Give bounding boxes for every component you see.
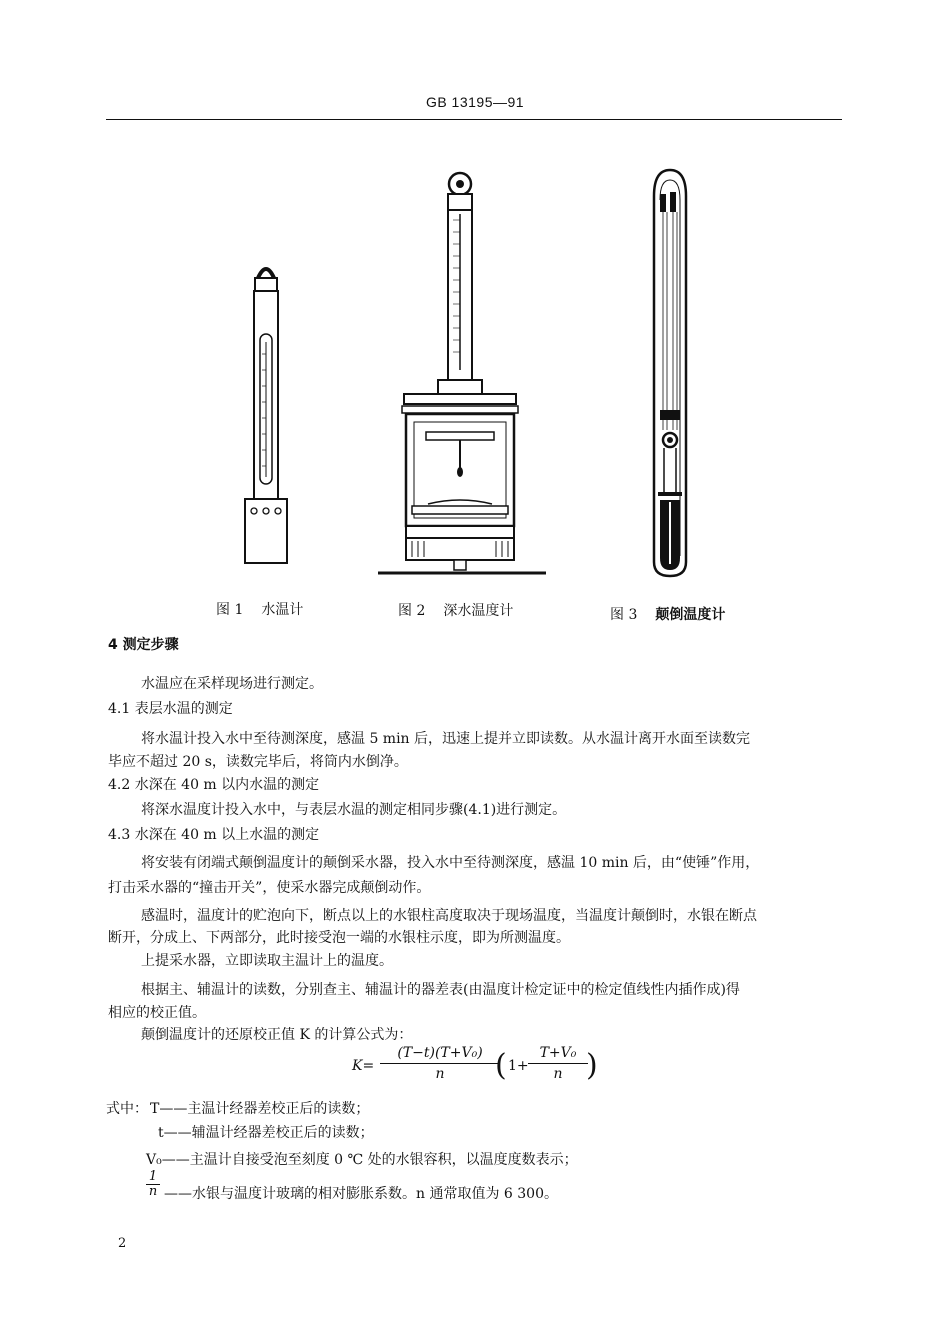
section-4-1-text-line-2: 毕应不超过 20 s，读数完毕后，将筒内水倒净。	[108, 754, 408, 770]
figure-3-label: 颠倒温度计	[655, 607, 726, 623]
formula-numerator-1: (T−t)(T+V₀)	[397, 1045, 483, 1061]
formula-one-plus: 1+	[508, 1058, 529, 1074]
water-thermometer-figure	[236, 262, 296, 572]
figure-1-number: 图 1	[216, 602, 244, 618]
section-4-heading: 4 测定步骤	[108, 637, 179, 653]
figure-3-caption	[610, 604, 725, 624]
formula-fraction-2	[528, 1045, 588, 1082]
definition-n: ——水银与温度计玻璃的相对膨胀系数。n 通常取值为 6 300。	[164, 1186, 558, 1202]
page-number: 2	[118, 1236, 127, 1251]
formula-left-paren: (	[495, 1048, 507, 1083]
section-4-3-para-4b: 相应的校正值。	[108, 1005, 206, 1021]
header-rule	[106, 119, 842, 120]
section-4-1-heading: 4.1 表层水温的测定	[108, 701, 233, 717]
section-4-3-para-1b: 打击采水器的“撞击开关”，使采水器完成颠倒动作。	[108, 880, 431, 896]
figure-2-label: 深水温度计	[443, 603, 514, 619]
definition-T: T——主温计经器差校正后的读数；	[150, 1101, 370, 1117]
formula-denominator-2: n	[553, 1066, 563, 1082]
section-4-3-para-2b: 断开，分成上、下两部分，此时接受泡一端的水银柱示度，即为所测温度。	[108, 930, 570, 946]
figure-2-number: 图 2	[398, 603, 426, 619]
figure-1-label: 水温计	[261, 602, 304, 618]
section-4-3-para-4a: 根据主、辅温计的读数，分别查主、辅温计的器差表(由温度计检定证中的检定值线性内插作成)得	[141, 982, 740, 998]
section-4-3-para-1a: 将安装有闭端式颠倒温度计的颠倒采水器，投入水中至待测深度，感温 10 min 后，由“使锤”作用，	[141, 855, 760, 871]
definition-n-denominator: n	[148, 1184, 158, 1199]
figure-2-caption	[398, 600, 513, 620]
figure-3-number: 图 3	[610, 607, 638, 623]
section-4-2-heading: 4.2 水深在 40 m 以内水温的测定	[108, 777, 320, 793]
definition-V0: V₀——主温计自接受泡至刻度 0 ℃ 处的水银容积，以温度度数表示；	[146, 1152, 578, 1168]
section-4-2-text: 将深水温度计投入水中，与表层水温的测定相同步骤(4.1)进行测定。	[141, 802, 567, 818]
definition-n-fraction	[146, 1170, 160, 1199]
reversing-thermometer-figure	[648, 166, 692, 582]
section-4-intro: 水温应在采样现场进行测定。	[141, 676, 323, 692]
deep-water-thermometer-figure	[376, 170, 548, 582]
figure-1-caption	[216, 599, 303, 619]
formula-lhs: K=	[352, 1058, 375, 1074]
section-4-3-para-5: 颠倒温度计的还原校正值 K 的计算公式为：	[141, 1027, 413, 1043]
correction-formula	[352, 1041, 612, 1093]
definition-n-numerator: 1	[148, 1169, 158, 1184]
section-4-3-para-2a: 感温时，温度计的贮泡向下，断点以上的水银柱高度取决于现场温度，当温度计颠倒时，水银在断点	[141, 908, 757, 924]
section-4-1-text-line-1: 将水温计投入水中至待测深度，感温 5 min 后，迅速上提并立即读数。从水温计离开水面至读数完	[141, 731, 751, 747]
formula-numerator-2: T+V₀	[539, 1045, 577, 1061]
formula-fraction-1	[380, 1045, 500, 1082]
document-header: GB 13195—91	[425, 94, 525, 110]
definitions-lead: 式中：	[106, 1101, 148, 1117]
section-4-3-heading: 4.3 水深在 40 m 以上水温的测定	[108, 827, 320, 843]
definition-t: t——辅温计经器差校正后的读数；	[158, 1125, 374, 1141]
formula-denominator-1: n	[435, 1066, 445, 1082]
section-4-3-para-3: 上提采水器，立即读取主温计上的温度。	[141, 953, 393, 969]
formula-right-paren: )	[586, 1048, 598, 1083]
